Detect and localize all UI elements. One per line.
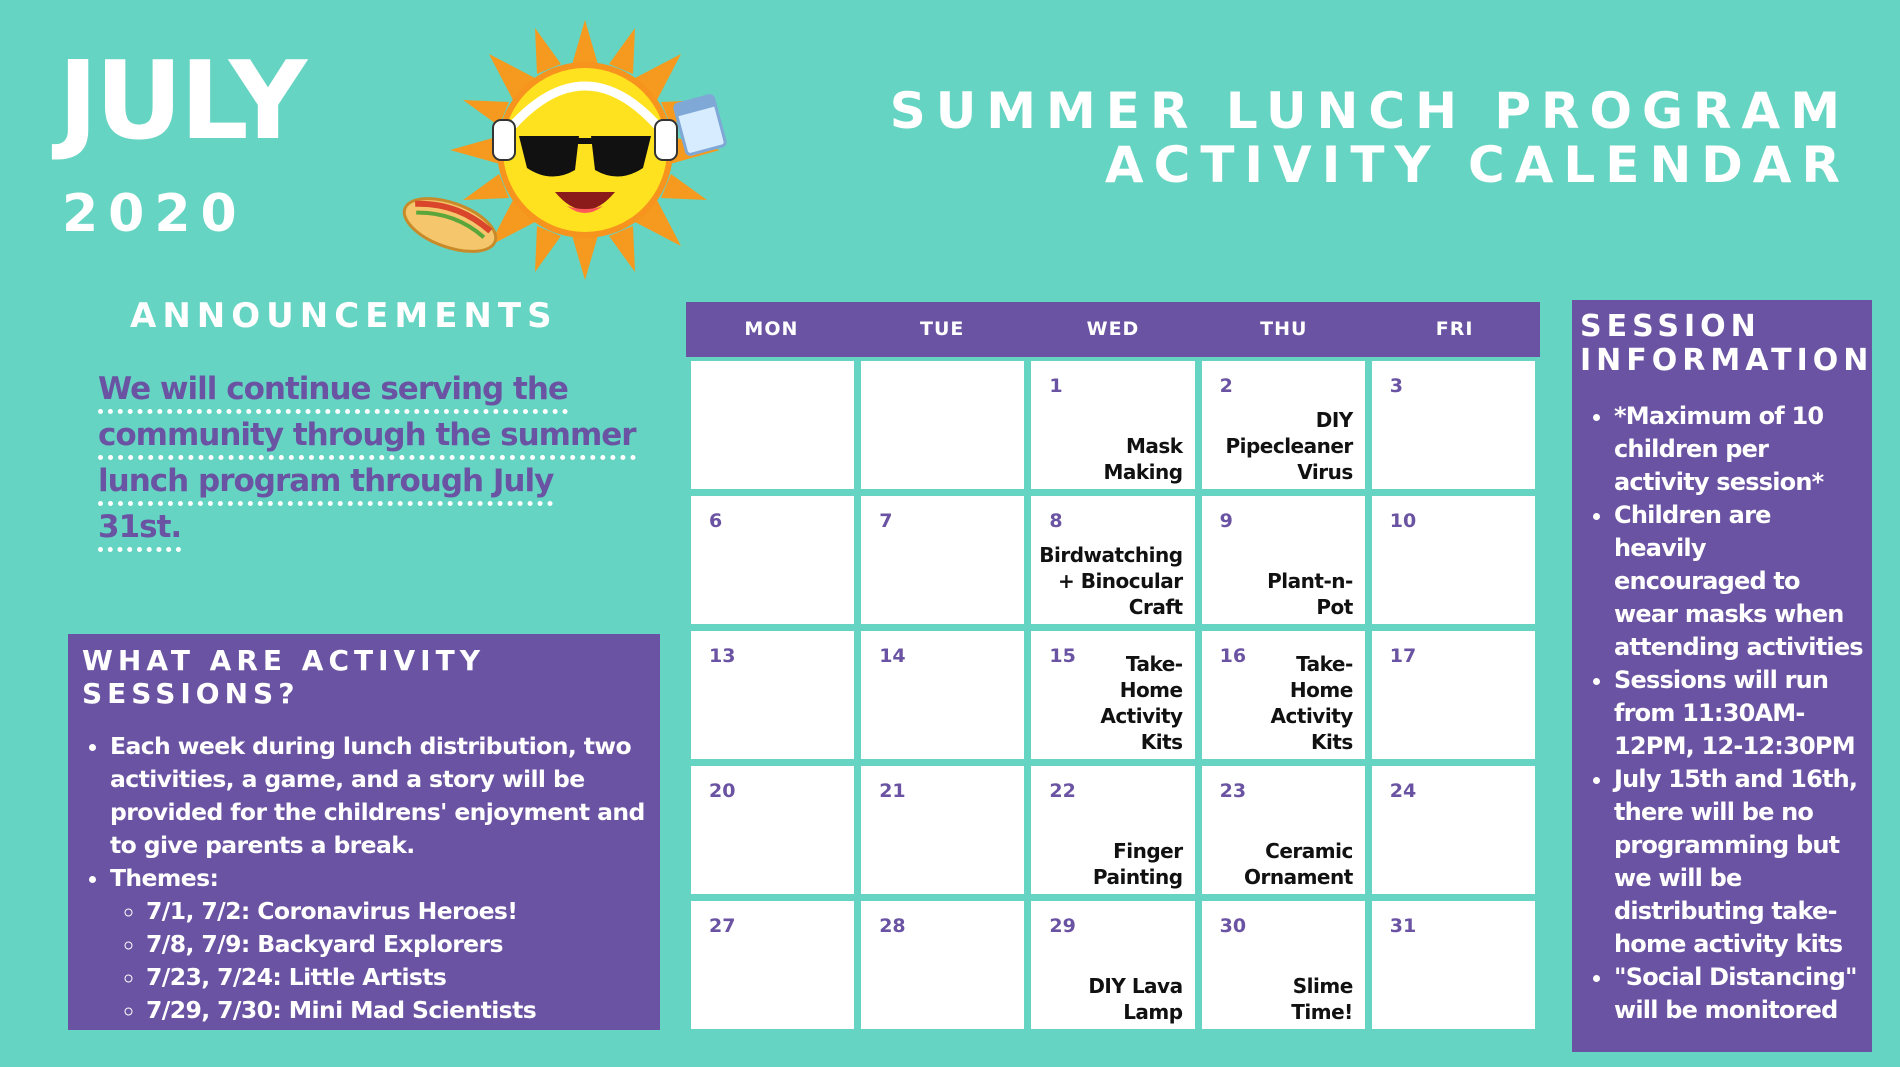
calendar-header xyxy=(686,302,1540,357)
calendar-day-cell xyxy=(1031,766,1194,894)
day-activity: Finger Painting xyxy=(1092,839,1183,889)
day-number: 14 xyxy=(879,645,906,667)
announcements-text-content: We will continue serving the community through the summer lunch program through July 31st. xyxy=(98,371,636,552)
calendar-day-cell xyxy=(1202,766,1365,894)
session-info-bullet: • "Social Distancing" will be monitored xyxy=(1614,961,1864,1027)
day-number: 10 xyxy=(1389,510,1417,532)
calendar-day-cell xyxy=(1372,361,1535,489)
calendar-day-cell xyxy=(1031,361,1194,489)
session-info-panel xyxy=(1572,300,1872,1052)
day-activity: Take- Home Activity Kits xyxy=(1100,652,1183,754)
day-number: 6 xyxy=(709,510,723,532)
session-info-heading: SESSION INFORMATION xyxy=(1580,309,1874,378)
day-number: 2 xyxy=(1219,375,1233,397)
calendar-grid xyxy=(686,361,1540,1029)
day-number: 7 xyxy=(879,510,893,532)
day-number: 1 xyxy=(1049,375,1063,397)
calendar-day-cell xyxy=(1031,631,1194,759)
session-info-bullet: • *Maximum of 10 children per activity session* xyxy=(1614,400,1864,499)
calendar-day-cell xyxy=(1372,901,1535,1029)
calendar-day-cell xyxy=(861,361,1024,489)
calendar-day-cell xyxy=(1031,496,1194,624)
day-number: 3 xyxy=(1389,375,1404,397)
calendar-day-cell xyxy=(1372,496,1535,624)
day-activity: Plant-n- Pot xyxy=(1267,569,1353,619)
calendar-day-cell xyxy=(861,631,1024,759)
day-header: WED xyxy=(1086,318,1140,340)
day-number: 30 xyxy=(1219,915,1247,937)
theme-item: ◦ 7/23, 7/24: Little Artists xyxy=(146,961,646,994)
day-header: FRI xyxy=(1435,318,1474,340)
program-title xyxy=(890,84,1850,192)
day-number: 16 xyxy=(1219,645,1247,667)
calendar-day-cell xyxy=(861,766,1024,894)
calendar-day-cell xyxy=(1372,766,1535,894)
day-header: THU xyxy=(1260,318,1308,340)
month-title: JULY xyxy=(58,39,305,164)
sun-mascot-icon xyxy=(395,10,755,285)
day-number: 13 xyxy=(709,645,736,667)
day-number: 9 xyxy=(1219,510,1233,532)
day-number: 27 xyxy=(709,915,736,937)
session-info-bullet: • Sessions will run from 11:30AM-12PM, 12-12:30PM xyxy=(1614,664,1864,763)
theme-item: ◦ 7/8, 7/9: Backyard Explorers xyxy=(146,928,646,961)
calendar-day-cell xyxy=(1202,631,1365,759)
day-number: 17 xyxy=(1389,645,1417,667)
day-number: 20 xyxy=(709,780,736,802)
day-activity: Ceramic Ornament xyxy=(1243,839,1353,889)
year-title: 2020 xyxy=(62,184,247,244)
day-activity: Mask Making xyxy=(1103,434,1183,484)
calendar xyxy=(686,302,1540,1031)
calendar-day-cell xyxy=(1031,901,1194,1029)
calendar-day-cell xyxy=(691,631,854,759)
day-number: 28 xyxy=(879,915,906,937)
calendar-day-cell xyxy=(691,766,854,894)
program-title-line2: ACTIVITY CALENDAR xyxy=(1104,136,1850,194)
day-header: MON xyxy=(744,318,799,340)
day-number: 29 xyxy=(1049,915,1076,937)
day-activity: DIY Lava Lamp xyxy=(1088,974,1183,1024)
session-info-list xyxy=(1580,400,1864,1027)
activity-sessions-list xyxy=(82,730,646,1027)
themes-label: Themes: xyxy=(110,864,219,892)
calendar-day-cell xyxy=(861,901,1024,1029)
calendar-day-cell xyxy=(691,901,854,1029)
day-number: 31 xyxy=(1389,915,1417,937)
announcements-heading: ANNOUNCEMENTS xyxy=(130,296,558,336)
day-number: 24 xyxy=(1389,780,1417,802)
activity-sessions-bullet: • Each week during lunch distribution, two activities, a game, and a story will be provided for the childrens' enjoyment and to give parents a break. xyxy=(110,730,646,862)
day-number: 21 xyxy=(879,780,906,802)
calendar-day-cell xyxy=(1202,496,1365,624)
program-title-line1: SUMMER LUNCH PROGRAM xyxy=(889,82,1850,140)
calendar-day-cell xyxy=(691,361,854,489)
activity-sessions-heading: WHAT ARE ACTIVITY SESSIONS? xyxy=(82,644,485,710)
theme-item: ◦ 7/29, 7/30: Mini Mad Scientists xyxy=(146,994,646,1027)
day-activity: DIY Pipecleaner Virus xyxy=(1225,408,1353,484)
day-number: 8 xyxy=(1049,510,1063,532)
session-info-bullet: • Children are heavily encouraged to wear masks when attending activities xyxy=(1614,499,1864,664)
day-activity: Slime Time! xyxy=(1291,974,1353,1024)
activity-sessions-panel xyxy=(68,634,660,1030)
announcements-text xyxy=(98,366,638,550)
day-activity: Birdwatching + Binocular Craft xyxy=(1039,543,1183,619)
day-number: 15 xyxy=(1049,645,1076,667)
session-info-bullet: • July 15th and 16th, there will be no programming but we will be distributing take-home activity kits xyxy=(1614,763,1864,961)
calendar-day-cell xyxy=(861,496,1024,624)
calendar-day-cell xyxy=(1372,631,1535,759)
theme-item: ◦ 7/1, 7/2: Coronavirus Heroes! xyxy=(146,895,646,928)
day-header: TUE xyxy=(920,318,965,340)
calendar-day-cell xyxy=(1202,361,1365,489)
calendar-day-cell xyxy=(1202,901,1365,1029)
day-number: 22 xyxy=(1049,780,1076,802)
themes-list xyxy=(110,895,646,1027)
themes-item xyxy=(110,862,646,1027)
calendar-day-cell xyxy=(691,496,854,624)
day-number: 23 xyxy=(1219,780,1247,802)
day-activity: Take- Home Activity Kits xyxy=(1270,652,1353,754)
